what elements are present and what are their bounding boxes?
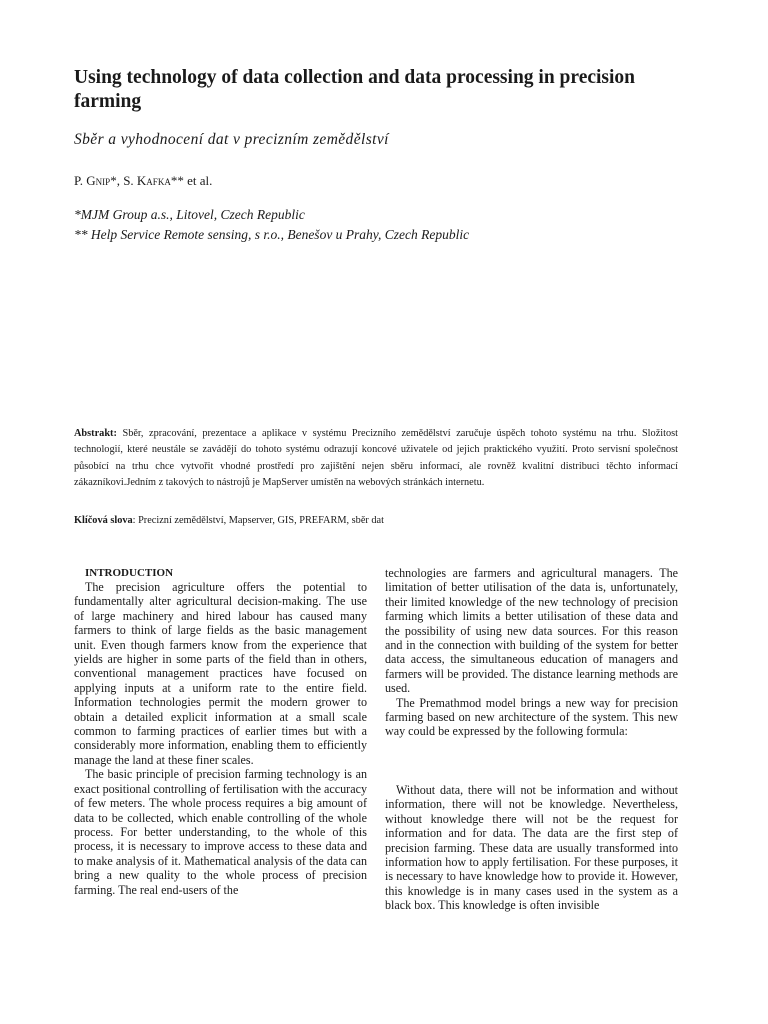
intro-paragraph-1: The precision agriculture offers the potential to fundamentally alter agricultural decision-making. The use of large machinery and hired labour has caused many farmers to think of large fields as the basic management unit. Even though farmers know from the experience that yields are higher in some parts of the field than in others, conventional management practices have focused on applying inputs at a uniform rate to the entire field. Information technologies permit the modern grower to obtain a detailed explicit information at a small scale common to farming practices of earlier times but with a considerably more information, enabling them to efficiently manage the land at these finer scales.: [74, 580, 367, 767]
author-prefix: P.: [74, 173, 87, 188]
authors-line: [74, 173, 212, 189]
paper-title: Using technology of data collection and data processing in precision farming: [74, 67, 636, 112]
keywords: [74, 515, 678, 526]
affiliation-2: ** Help Service Remote sensing, s r.o., Benešov u Prahy, Czech Republic: [74, 227, 470, 242]
right-paragraph-2: The Premathmod model brings a new way for precision farming based on new architecture of the system. This new way could be expressed by the following formula:: [385, 695, 678, 739]
abstract: [74, 426, 678, 491]
right-column: [385, 566, 678, 913]
author-name-gnip: Gnip: [86, 173, 111, 188]
right-paragraph-3: Without data, there will not be information and without information, there will not be knowledge. Nevertheless, without knowledge there will not be the request for information and for data. The data are the first step of precision farming. These data are usually transformed into information how to apply fertilisation. For these purposes, it is necessary to have knowledge how to provide it. However, this knowledge is in many cases used in the system as a black box. This knowledge is often invisible: [385, 782, 678, 913]
author-name-kafka: Kafka: [136, 173, 171, 188]
abstract-label: Abstrakt:: [74, 428, 117, 439]
formula-space: [385, 739, 678, 783]
author-mark-2: ** et al.: [170, 173, 213, 188]
section-heading-introduction: INTRODUCTION: [85, 567, 174, 579]
author-mark-1: *, S.: [110, 173, 137, 188]
paper-subtitle: Sběr a vyhodnocení dat v precizním zemědělství: [74, 131, 389, 148]
abstract-text: Sběr, zpracování, prezentace a aplikace v systému Precizního zemědělství zaručuje úspěch tohoto systému na trhu. Složitost technologií, které neustále se zavádějí do tohoto systému odrazují koncové uživatele od jejich praktického využití. Proto servisní společnost působící na trhu chce vytvořit vhodné prostředí pro zajištění nejen sběru informací, ale rovněž kvalitní distribuci těchto informací zákazníkovi.Jedním z takových to nástrojů je MapServer umístěn na webových stránkách internetu.: [74, 428, 679, 488]
intro-paragraph-2: The basic principle of precision farming technology is an exact positional controlling of fertilisation with the accuracy of few meters. The whole process requires a big amount of data to be collected, which enable controlling of the whole process. For better understanding, to the whole of this process, it is necessary to improve access to these data and to make analysis of it. Mathematical analysis of the data can bring a new quality to the whole process of precision farming. The real end-users of the: [74, 767, 367, 897]
left-column: [74, 566, 367, 897]
keywords-text: : Precizní zemědělství, Mapserver, GIS, PREFARM, sběr dat: [132, 515, 384, 526]
keywords-label: Klíčová slova: [74, 515, 133, 526]
affiliation-1: *MJM Group a.s., Litovel, Czech Republic: [74, 207, 305, 222]
right-paragraph-1: technologies are farmers and agricultural managers. The limitation of better utilisation of the data is, unfortunately, their limited knowledge of the new technology of precision farming which limits a better utilisation of these data and the possibility of using new data sources. For this reason and in the connection with building of the system for better data access, the simultaneous education of managers and farmers will be provided. The distance learning methods are used.: [385, 566, 678, 696]
